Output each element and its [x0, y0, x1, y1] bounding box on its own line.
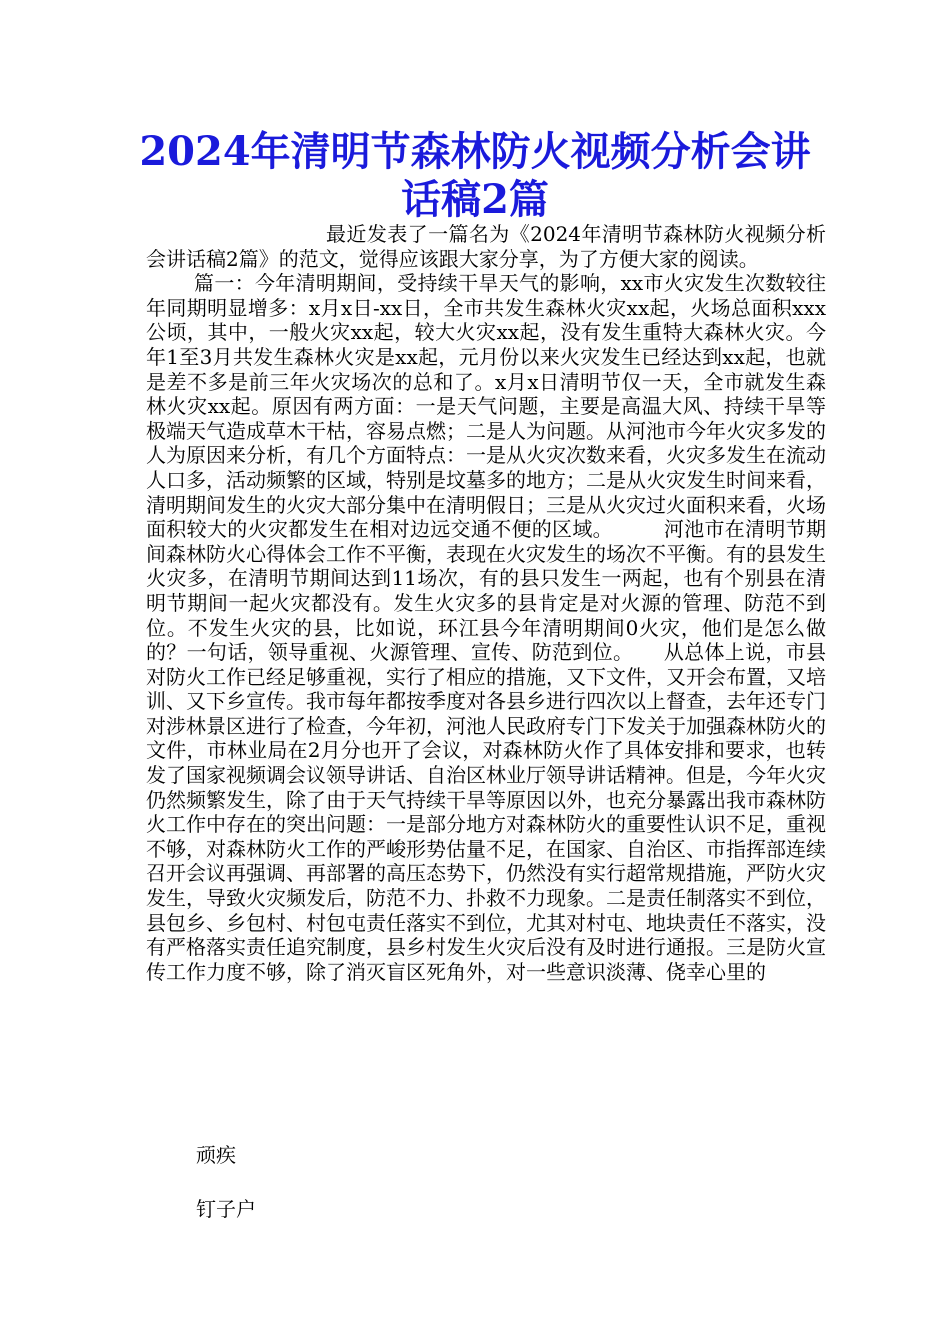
document-body — [146, 222, 826, 984]
main-paragraph: 篇一：今年清明期间，受持续干旱天气的影响，xx市火灾发生次数较往年同期明显增多：x月x日-xx日，全市共发生森林火灾xx起，火场总面积xxx公顷，其中，一般火灾xx起，较大火灾xx起，没有发生重特大森林火灾。今年1至3月共发生森林火灾是xx起，元月份以来火灾发生已经达到xx起，也就是差不多是前三年火灾场次的总和了。x月x日清明节仅一天，全市就发生森林火灾xx起。原因有两方面：一是天气问题，主要是高温大风、持续干旱等极端天气造成草木干枯，容易点燃；二是人为问题。从河池市今年火灾多发的人为原因来分析，有几个方面特点：一是从火灾次数来看，火灾多发生在流动人口多，活动频繁的区域，特别是坟墓多的地方；二是从火灾发生时间来看，清明期间发生的火灾大部分集中在清明假日；三是从火灾过火面积来看，火场面积较大的火灾都发生在相对边远交通不便的区域。 河池市在清明节期间森林防火心得体会工作不平衡，表现在火灾发生的场次不平衡。有的县发生火灾多，在清明节期间达到11场次，有的县只发生一两起，也有个别县在清明节期间一起火灾都没有。发生火灾多的县肯定是对火源的管理、防范不到位。不发生火灾的县，比如说，环江县今年清明期间0火灾，他们是怎么做的？一句话，领导重视、火源管理、宣传、防范到位。 从总体上说，市县对防火工作已经足够重视，实行了相应的措施，又下文件，又开会布置，又培训、又下乡宣传。我市每年都按季度对各县乡进行四次以上督查，去年还专门对涉林景区进行了检查，今年初，河池人民政府专门下发关于加强森林防火的文件，市林业局在2月分也开了会议，对森林防火作了具体安排和要求，也转发了国家视频调会议领导讲话、自治区林业厅领导讲话精神。但是，今年火灾仍然频繁发生，除了由于天气持续干旱等原因以外，也充分暴露出我市森林防火工作中存在的突出问题：一是部分地方对森林防火的重要性认识不足，重视不够，对森林防火工作的严峻形势估量不足，在国家、自治区、市指挥部连续召开会议再强调、再部署的高压态势下，仍然没有实行超常规措施，严防火灾发生，导致火灾频发后，防范不力、扑救不力现象。二是责任制落实不到位，县包乡、乡包村、村包屯责任落实不到位，尤其对村屯、地块责任不落实，没有严格落实责任追究制度，县乡村发生火灾后没有及时进行通报。三是防火宣传工作力度不够，除了消灭盲区死角外，对一些意识淡薄、侥幸心里的 — [146, 271, 826, 984]
document-title: 2024年清明节森林防火视频分析会讲话稿2篇 — [139, 128, 811, 223]
intro-paragraph: 最近发表了一篇名为《2024年清明节森林防火视频分析会讲话稿2篇》的范文，觉得应该跟大家分享，为了方便大家的阅读。 — [146, 222, 826, 271]
fragment-text-2: 钉子户 — [196, 1197, 256, 1221]
fragment-text-1: 顽疾 — [196, 1143, 236, 1167]
